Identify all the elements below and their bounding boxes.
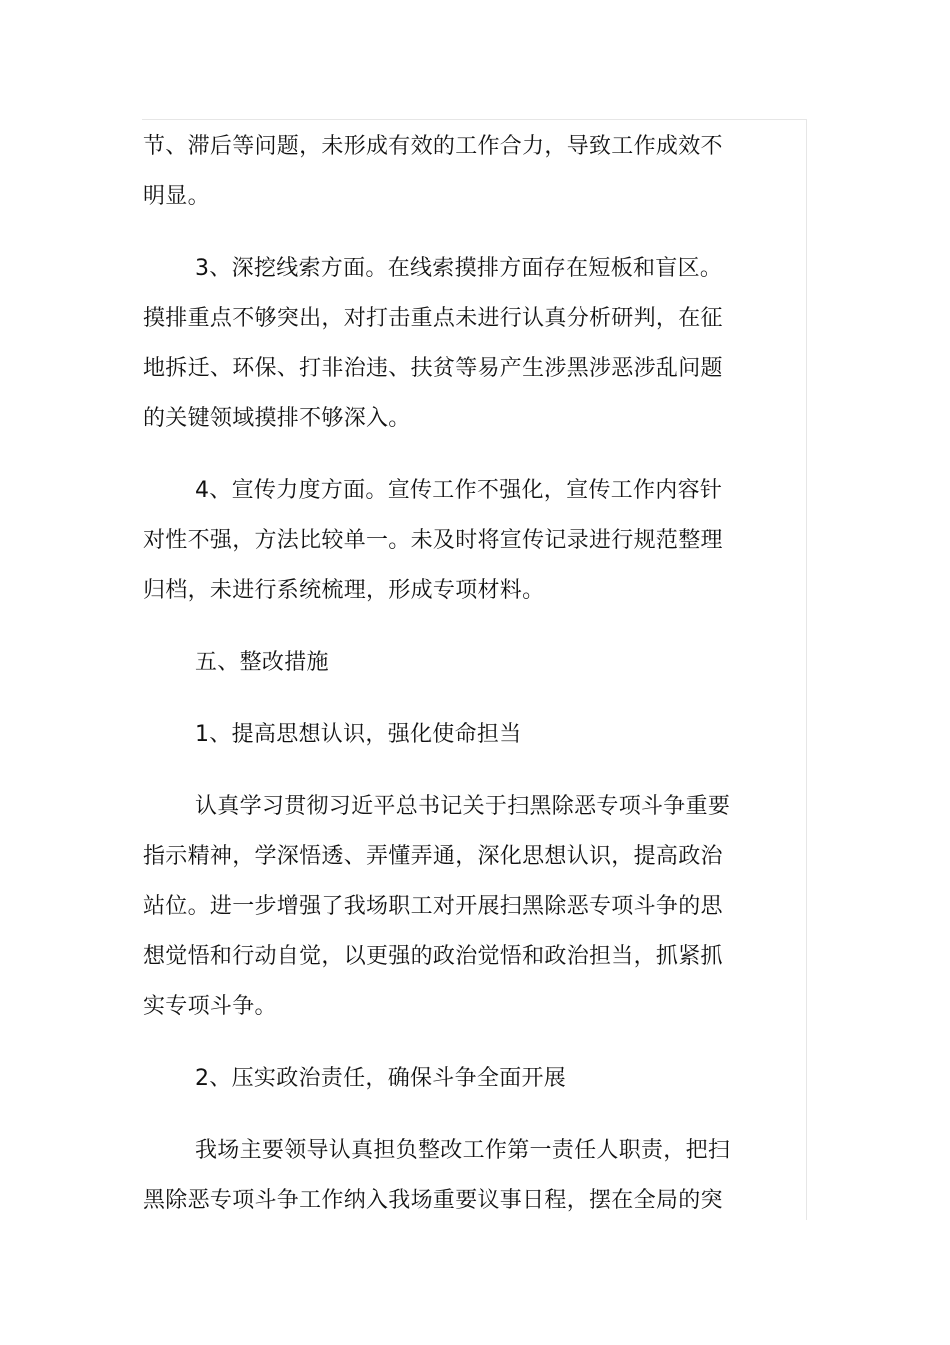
paragraph-item-3: 3、深挖线索方面。在线索摸排方面存在短板和盲区。摸排重点不够突出，对打击重点未进行认真分析研判，在征地拆迁、环保、打非治违、扶贫等易产生涉黑涉恶涉乱问题的关键领域摸排不够深入。: [143, 256, 723, 431]
subheading-1: 1、提高思想认识，强化使命担当: [195, 722, 522, 747]
section-heading: 五、整改措施: [195, 650, 329, 675]
paragraph-measure-1: 认真学习贯彻习近平总书记关于扫黑除恶专项斗争重要指示精神，学深悟透、弄懂弄通，深化思想认识，提高政治站位。进一步增强了我场职工对开展扫黑除恶专项斗争的思想觉悟和行动自觉，以更强的政治觉悟和政治担当，抓紧抓实专项斗争。: [143, 794, 731, 1019]
paragraph-continuation: 节、滞后等问题，未形成有效的工作合力，导致工作成效不明显。: [143, 134, 723, 209]
subheading-2: 2、压实政治责任，确保斗争全面开展: [195, 1066, 567, 1091]
paragraph-measure-2: 我场主要领导认真担负整改工作第一责任人职责，把扫黑除恶专项斗争工作纳入我场重要议事日程，摆在全局的突: [143, 1138, 731, 1213]
document-body: [143, 122, 743, 1226]
paragraph-item-4: 4、宣传力度方面。宣传工作不强化，宣传工作内容针对性不强，方法比较单一。未及时将宣传记录进行规范整理归档，未进行系统梳理，形成专项材料。: [143, 478, 723, 603]
